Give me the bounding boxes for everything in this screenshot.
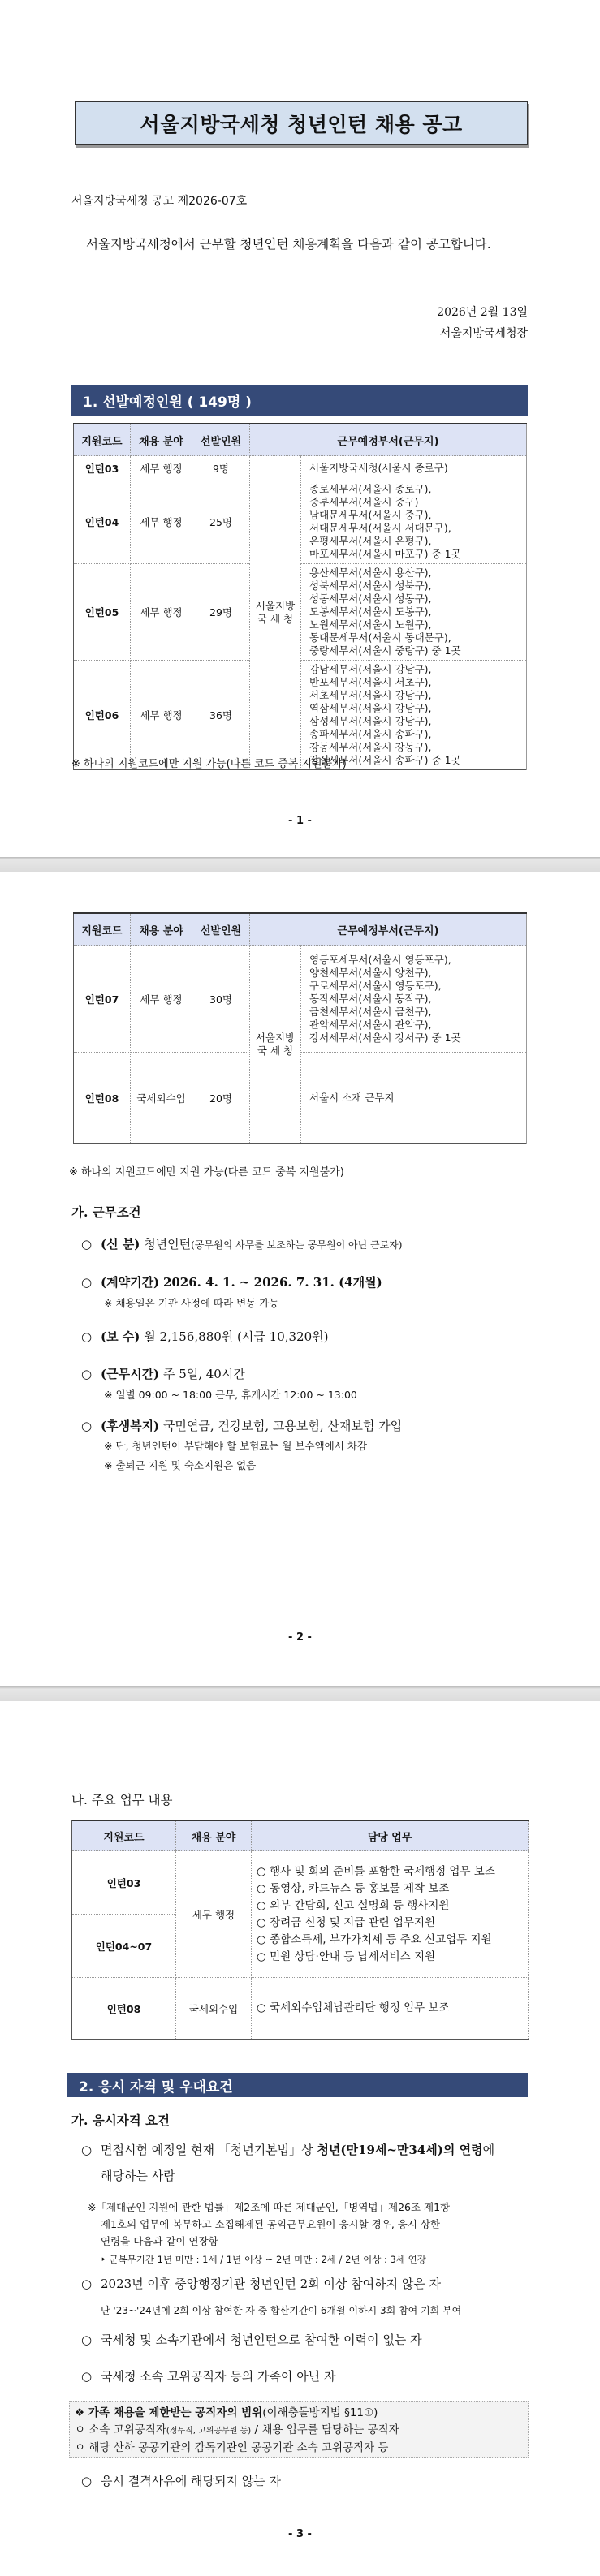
value: 2026. 4. 1. ~ 2026. 7. 31. (4개월) bbox=[162, 1275, 382, 1290]
hours-note: ※ 일별 09:00 ~ 18:00 근무, 휴게시간 12:00 ~ 13:00 bbox=[104, 1389, 357, 1401]
box-heading-ref: (이해충돌방지법 §11①) bbox=[262, 2406, 378, 2419]
table-row bbox=[74, 456, 527, 480]
col-code: 지원코드 bbox=[72, 1821, 176, 1851]
page-number: - 3 - bbox=[288, 2528, 312, 2540]
page-1 bbox=[0, 0, 600, 857]
col-code: 지원코드 bbox=[74, 913, 131, 946]
one-code-note: ※ 하나의 지원코드에만 지원 가능(다른 코드 중복 지원불가) bbox=[71, 758, 347, 770]
task-item: ○ 장려금 신청 및 지급 관련 업무지원 bbox=[257, 1915, 436, 1929]
task-item: ○ 행사 및 회의 준비를 포함한 국세행정 업무 보조 bbox=[257, 1864, 495, 1878]
cell-field: 세무 행정 bbox=[176, 1851, 252, 1978]
intro-paragraph: 서울지방국세청에서 근무할 청년인턴 채용계획을 다음과 같이 공고합니다. bbox=[86, 237, 491, 252]
bullet-icon: ○ bbox=[81, 1419, 93, 1433]
cell-code: 인턴06 bbox=[74, 661, 131, 770]
text: 응시 결격사유에 해당되지 않는 자 bbox=[101, 2474, 281, 2488]
value: 주 5일, 40시간 bbox=[162, 1367, 245, 1381]
one-code-note: ※ 하나의 지원코드에만 지원 가능(다른 코드 중복 지원불가) bbox=[69, 1166, 344, 1178]
cell-code: 인턴04 bbox=[74, 480, 131, 564]
cell-field: 세무 행정 bbox=[131, 456, 192, 480]
issuer: 서울지방국세청장 bbox=[439, 327, 528, 340]
cell-dept bbox=[301, 480, 527, 564]
dept-line: 은평세무서(서울시 은평구), bbox=[309, 535, 432, 547]
dept-line: 용산세무서(서울시 용산구), bbox=[309, 566, 432, 579]
text: 국세청 및 소속기관에서 청년인턴으로 참여한 이력이 없는 자 bbox=[101, 2333, 422, 2347]
contract-note: ※ 채용일은 기관 사정에 따라 변동 가능 bbox=[104, 1297, 279, 1309]
task-item: ○ 동영상, 카드뉴스 등 홍보물 제작 보조 bbox=[257, 1881, 450, 1895]
label: (보 수) bbox=[101, 1329, 140, 1344]
dept-line: 잠실세무서(서울시 송파구) 중 1곳 bbox=[309, 754, 461, 766]
cell-count: 9명 bbox=[192, 456, 250, 480]
dept-line: 반포세무서(서울시 서초구), bbox=[309, 676, 432, 688]
cell-code: 인턴03 bbox=[72, 1851, 176, 1915]
table-row bbox=[74, 946, 527, 1053]
dept-line: 강서세무서(서울시 강서구) 중 1곳 bbox=[309, 1031, 461, 1044]
cell-field: 세무 행정 bbox=[131, 661, 192, 770]
dept-line: 동작세무서(서울시 동작구), bbox=[309, 992, 432, 1005]
dept-line: 마포세무서(서울시 마포구) 중 1곳 bbox=[309, 548, 461, 560]
eligibility-age-line2: 해당하는 사람 bbox=[101, 2169, 175, 2183]
issue-block bbox=[437, 302, 528, 344]
box-line: ㅇ 소속 고위공직자 bbox=[75, 2423, 166, 2436]
notice-number: 서울지방국세청 공고 제2026-07호 bbox=[71, 195, 248, 208]
bullet-icon: ○ bbox=[81, 2277, 93, 2291]
bullet-icon: ○ bbox=[81, 1237, 93, 1251]
col-dept: 근무예정부서(근무지) bbox=[250, 913, 527, 946]
veteran-note-1: ※「제대군인 지원에 관한 법률」제2조에 따른 제대군인,「병역법」제26조 제1항 bbox=[88, 2201, 451, 2213]
page-number: - 2 - bbox=[288, 1631, 312, 1643]
veteran-note-3: 연령을 다음과 같이 연장함 bbox=[101, 2235, 218, 2247]
cell-dept bbox=[301, 1053, 527, 1144]
dept-line: 중랑세무서(서울시 중랑구) 중 1곳 bbox=[309, 644, 461, 657]
cell-count: 20명 bbox=[192, 1053, 250, 1144]
welfare-note-2: ※ 출퇴근 지원 및 숙소지원은 없음 bbox=[104, 1459, 257, 1471]
label: (근무시간) bbox=[101, 1367, 160, 1381]
cell-dept bbox=[301, 456, 527, 480]
bullet-icon: ○ bbox=[81, 1329, 93, 1344]
org-line1: 서울지방 bbox=[255, 600, 296, 612]
cell-count: 29명 bbox=[192, 564, 250, 661]
dept-line: 중부세무서(서울시 중구) bbox=[309, 496, 419, 508]
dept-line: 양천세무서(서울시 양천구), bbox=[309, 966, 432, 979]
dept-line: 남대문세무서(서울시 중구), bbox=[309, 509, 432, 521]
section-2-heading: 2. 응시 자격 및 우대요건 bbox=[67, 2073, 528, 2097]
box-heading: ❖ 가족 채용을 제한받는 공직자의 범위 bbox=[75, 2406, 263, 2419]
bullet-icon: ○ bbox=[81, 1275, 93, 1290]
value-detail: (공무원의 사무를 보조하는 공무원이 아닌 근로자) bbox=[191, 1239, 403, 1251]
dept-line: 서울지방국세청(서울시 종로구) bbox=[309, 461, 448, 474]
cell-code: 인턴08 bbox=[74, 1053, 131, 1144]
text: 국세청 소속 고위공직자 등의 가족이 아닌 자 bbox=[101, 2369, 336, 2384]
col-count: 선발인원 bbox=[192, 913, 250, 946]
bullet-icon: ○ bbox=[81, 2333, 93, 2347]
dept-line: 동대문세무서(서울시 동대문구), bbox=[309, 631, 451, 644]
dept-line: 서대문세무서(서울시 서대문구), bbox=[309, 522, 451, 534]
task-item: ○ 외부 간담회, 신고 설명회 등 행사지원 bbox=[257, 1898, 450, 1912]
cell-count: 30명 bbox=[192, 946, 250, 1053]
dept-line: 삼성세무서(서울시 강남구), bbox=[309, 715, 432, 727]
family-restriction-box bbox=[69, 2401, 529, 2458]
dept-line: 역삼세무서(서울시 강남구), bbox=[309, 702, 432, 714]
cell-code: 인턴04~07 bbox=[72, 1915, 176, 1978]
cell-field: 국세외수입 bbox=[176, 1978, 252, 2040]
col-code: 지원코드 bbox=[74, 424, 131, 456]
table-row bbox=[72, 1851, 529, 1915]
page-2 bbox=[0, 872, 600, 1686]
cell-field: 국세외수입 bbox=[131, 1053, 192, 1144]
duties-table bbox=[71, 1820, 529, 2040]
dept-line: 금천세무서(서울시 금천구), bbox=[309, 1005, 432, 1018]
bullet-icon: ○ bbox=[81, 2474, 93, 2488]
task-item: ○ 국세외수입체납관리단 행정 업무 보조 bbox=[257, 2001, 450, 2014]
bullet-icon: ○ bbox=[81, 2143, 93, 2157]
page-title: 서울지방국세청 청년인턴 채용 공고 bbox=[75, 101, 528, 145]
text: 에 bbox=[482, 2143, 495, 2157]
dept-line: 종로세무서(서울시 종로구), bbox=[309, 483, 432, 495]
org-line1: 서울지방 bbox=[255, 1031, 296, 1044]
dept-line: 성동세무서(서울시 성동구), bbox=[309, 592, 432, 605]
value: 월 2,156,880원 (시급 10,320원) bbox=[144, 1329, 329, 1344]
cell-org bbox=[250, 946, 301, 1144]
col-field: 채용 분야 bbox=[131, 913, 192, 946]
cell-dept bbox=[301, 946, 527, 1053]
cell-count: 25명 bbox=[192, 480, 250, 564]
duties-heading: 나. 주요 업무 내용 bbox=[71, 1793, 173, 1807]
text: 2023년 이후 중앙행정기관 청년인턴 2회 이상 참여하지 않은 자 bbox=[101, 2277, 442, 2291]
condition-welfare bbox=[81, 1417, 402, 1434]
col-count: 선발인원 bbox=[192, 424, 250, 456]
box-line: / 채용 업무를 담당하는 공직자 bbox=[251, 2423, 399, 2436]
task-item: ○ 종합소득세, 부가가치세 등 주요 신고업무 지원 bbox=[257, 1932, 492, 1946]
eligibility-heading: 가. 응시자격 요건 bbox=[71, 2113, 171, 2128]
cell-code: 인턴08 bbox=[72, 1978, 176, 2040]
veteran-detail: ‣ 군복무기간 1년 미만 : 1세 / 1년 이상 ~ 2년 미만 : 2세 / 2년 이상 : 3세 연장 bbox=[101, 2254, 426, 2265]
box-line-detail: (정무직, 고위공무원 등) bbox=[166, 2427, 252, 2436]
bullet-icon: ○ bbox=[81, 1367, 93, 1381]
page-number: - 1 - bbox=[288, 815, 312, 827]
cell-field: 세무 행정 bbox=[131, 564, 192, 661]
page-separator bbox=[0, 1686, 600, 1701]
label: (계약기간) bbox=[101, 1275, 160, 1290]
condition-contract bbox=[81, 1273, 382, 1290]
dept-line: 성북세무서(서울시 성북구), bbox=[309, 579, 432, 592]
cell-tasks bbox=[252, 1978, 529, 2040]
dept-line: 서울시 소재 근무지 bbox=[309, 1091, 395, 1104]
box-line: ㅇ 해당 산하 공공기관의 감독기관인 공공기관 소속 고위공직자 등 bbox=[75, 2441, 389, 2454]
value: 국민연금, 건강보험, 고용보험, 산재보험 가입 bbox=[162, 1419, 403, 1433]
dept-line: 도봉세무서(서울시 도봉구), bbox=[309, 605, 432, 618]
value: 청년인턴 bbox=[144, 1237, 192, 1251]
dept-line: 구로세무서(서울시 영등포구), bbox=[309, 979, 442, 992]
cell-org bbox=[250, 456, 301, 770]
positions-table-page1 bbox=[73, 423, 527, 770]
col-tasks: 담당 업무 bbox=[252, 1821, 529, 1851]
dept-line: 노원세무서(서울시 노원구), bbox=[309, 618, 432, 631]
section-1-heading: 1. 선발예정인원 ( 149명 ) bbox=[71, 385, 528, 416]
eligibility-nts-history bbox=[81, 2331, 422, 2348]
dept-line: 관악세무서(서울시 관악구), bbox=[309, 1018, 432, 1031]
cell-count: 36명 bbox=[192, 661, 250, 770]
cell-dept bbox=[301, 564, 527, 661]
col-field: 채용 분야 bbox=[176, 1821, 252, 1851]
condition-status bbox=[81, 1235, 402, 1252]
welfare-note-1: ※ 단, 청년인턴이 부담해야 할 보험료는 월 보수액에서 차감 bbox=[104, 1440, 367, 1452]
page-separator bbox=[0, 857, 600, 872]
col-dept: 근무예정부서(근무지) bbox=[250, 424, 527, 456]
org-line2: 국 세 청 bbox=[257, 613, 294, 625]
dept-line: 서초세무서(서울시 강남구), bbox=[309, 689, 432, 701]
positions-table-page2 bbox=[73, 912, 527, 1144]
eligibility-family bbox=[81, 2367, 335, 2384]
cell-field: 세무 행정 bbox=[131, 480, 192, 564]
cell-field: 세무 행정 bbox=[131, 946, 192, 1053]
condition-hours bbox=[81, 1365, 245, 1382]
prior-intern-note: 단 '23~'24년에 2회 이상 참여한 자 중 합산기간이 6개월 이하시 3회 참여 기회 부여 bbox=[101, 2305, 462, 2316]
veteran-note-2: 제1호의 업무에 복무하고 소집해제된 공익근무요원이 응시할 경우, 응시 상한 bbox=[101, 2218, 441, 2230]
label: (후생복지) bbox=[101, 1419, 160, 1433]
cell-tasks bbox=[252, 1851, 529, 1978]
dept-line: 강동세무서(서울시 강동구), bbox=[309, 741, 432, 753]
condition-pay bbox=[81, 1328, 328, 1345]
eligibility-disqualification bbox=[81, 2472, 281, 2489]
label: (신 분) bbox=[101, 1237, 140, 1251]
table-row bbox=[72, 1978, 529, 2040]
task-item: ○ 민원 상담·안내 등 납세서비스 지원 bbox=[257, 1949, 436, 1963]
dept-line: 강남세무서(서울시 강남구), bbox=[309, 663, 432, 675]
cell-dept bbox=[301, 661, 527, 770]
eligibility-prior-intern bbox=[81, 2275, 441, 2292]
cell-code: 인턴03 bbox=[74, 456, 131, 480]
text: 면접시험 예정일 현재 「청년기본법」상 bbox=[101, 2143, 317, 2157]
eligibility-age bbox=[81, 2141, 494, 2158]
org-line2: 국 세 청 bbox=[257, 1044, 294, 1057]
bullet-icon: ○ bbox=[81, 2369, 93, 2384]
cell-code: 인턴07 bbox=[74, 946, 131, 1053]
dept-line: 영등포세무서(서울시 영등포구), bbox=[309, 953, 451, 966]
conditions-heading: 가. 근무조건 bbox=[71, 1204, 141, 1220]
issue-date: 2026년 2월 13일 bbox=[437, 306, 528, 319]
dept-line: 송파세무서(서울시 송파구), bbox=[309, 728, 432, 740]
cell-code: 인턴05 bbox=[74, 564, 131, 661]
col-field: 채용 분야 bbox=[131, 424, 192, 456]
text-bold: 청년(만19세~만34세)의 연령 bbox=[317, 2143, 483, 2157]
